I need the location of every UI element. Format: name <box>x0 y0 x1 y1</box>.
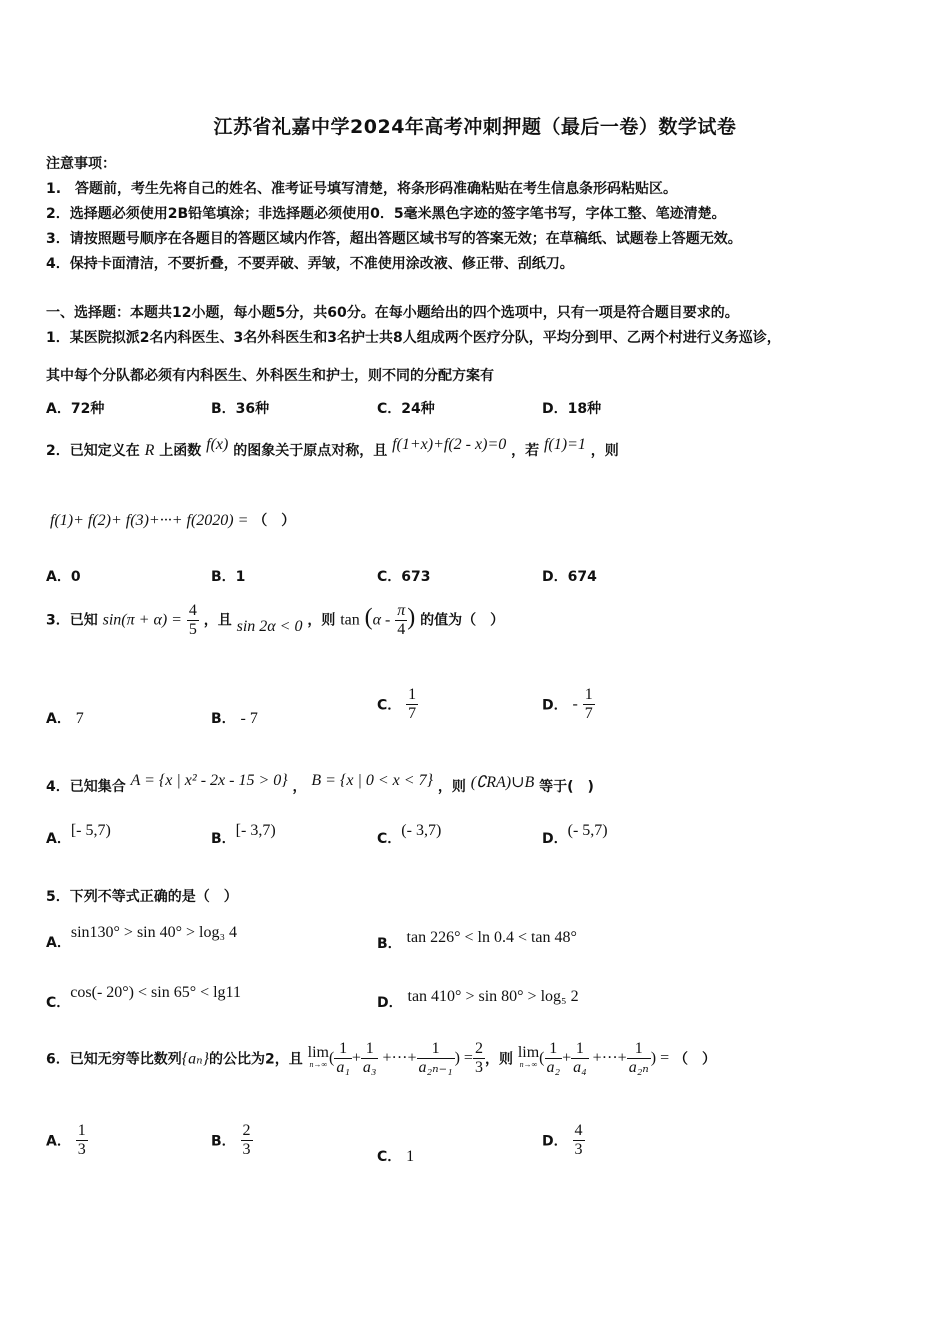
q2-text-2: 上函数 <box>159 443 202 459</box>
q4-option-b: B．[- 3,7) <box>211 822 276 847</box>
q1-option-a: A．72种 <box>46 401 105 417</box>
q6-two-thirds: $\frac{2}{3}$ <box>474 1040 483 1076</box>
q2-option-b: B．1 <box>211 569 246 585</box>
q2-sum-line <box>50 510 295 530</box>
q3-tan: tan <box>340 611 360 629</box>
q4-text-3: 等于( ) <box>539 779 594 795</box>
q2-text-3: 的图象关于原点对称，且 <box>233 443 388 459</box>
q6-text-2: 的公比为2，且 <box>209 1051 303 1068</box>
notice-item-3: 3．请按照题号顺序在各题目的答题区域内作答，超出答题区域书写的答案无效；在草稿纸、试题卷上答题无效。 <box>46 231 742 247</box>
q2-condition: f(1+x)+f(2 - x)=0 <box>392 436 507 453</box>
q5-option-d: D． tan 410° > sin 80° > log₅ 2 <box>377 988 579 1011</box>
q4-set-B: B = {x | 0 < x < 7} <box>311 772 433 789</box>
q4-set-A: A = {x | x² - 2x - 15 > 0} <box>130 772 288 789</box>
q5-option-a: A．sin130° > sin 40° > log₃ 4 <box>46 924 238 951</box>
q3-sin-expr: sin(π + α) = <box>102 611 182 629</box>
q2-paren: （ ） <box>253 513 296 529</box>
q6-text-1: 6．已知无穷等比数列 <box>46 1051 182 1068</box>
q5-option-b: B． tan 226° < ln 0.4 < tan 48° <box>377 929 577 952</box>
q4-expr: (∁RA)∪B <box>470 774 535 791</box>
q3-fraction: $\frac{4}{5}$ <box>188 602 197 638</box>
q4-text-2: ，则 <box>437 779 466 795</box>
q5-option-c: C．cos(- 20°) < sin 65° < lg11 <box>46 984 241 1011</box>
q2-R: R <box>144 442 155 459</box>
q6-lim-1: lim n→∞ <box>307 1043 329 1069</box>
q4-option-c: C．(- 3,7) <box>377 822 442 847</box>
notice-item-2: 2．选择题必须使用2B铅笔填涂；非选择题必须使用0．5毫米黑色字迹的签字笔书写，字体工整、笔迹清楚。 <box>46 206 726 222</box>
q4-stem: 4．已知集合 A = {x | x² - 2x - 15 > 0} ， B = {x | 0 < x < 7} ，则 (∁RA)∪B 等于( ) <box>46 772 594 795</box>
q3-option-a: A． 7 <box>46 710 84 727</box>
q2-fx: f(x) <box>206 436 229 453</box>
q6-sequence: {aₙ} <box>181 1050 210 1068</box>
notice-item-4: 4．保持卡面清洁，不要折叠，不要弄破、弄皱，不准使用涂改液、修正带、刮纸刀。 <box>46 256 574 272</box>
q4-option-d: D．(- 5,7) <box>542 822 608 847</box>
q6-option-a: A． $\frac{1}{3}$ <box>46 1122 86 1158</box>
q1-stem-line1: 1．某医院拟派2名内科医生、3名外科医生和3名护士共8人组成两个医疗分队，平均分到甲、乙两个村进行义务巡诊， <box>46 330 781 346</box>
q3-option-b: B． - 7 <box>211 710 258 727</box>
q3-option-c: C． $\frac{1}{7}$ <box>377 686 417 722</box>
q1-option-d: D．18种 <box>542 401 602 417</box>
q2-stem <box>46 436 619 460</box>
q3-pi-over-4: $\frac{\pi}{4}$ <box>397 602 406 638</box>
q2-option-c: C．673 <box>377 569 431 585</box>
q2-sum: f(1)+ f(2)+ f(3)+···+ f(2020) = <box>50 512 249 529</box>
section-heading: 一、选择题：本题共12小题，每小题5分，共60分。在每小题给出的四个选项中，只有一项是符合题目要求的。 <box>46 305 739 321</box>
q1-option-c: C．24种 <box>377 401 435 417</box>
q3-text-1: 3．已知 <box>46 612 98 629</box>
q3-stem: 3．已知 sin(π + α) = $\frac{4}{5}$ ，且 sin 2α < 0 ，则 tan (α - $\frac{\pi}{4}$ ) 的值为（ ） <box>46 602 505 638</box>
q2-option-d: D．674 <box>542 569 597 585</box>
q6-stem: 6．已知无穷等比数列{aₙ}的公比为2，且 lim n→∞ ( $\frac{1}{\text{a₁}}$ + $\frac{1}{\text{a₃}}$ +···+ $\frac{1}{\text{a₂ₙ₋₁}}$ ) = $\frac{2}{3}$ ，则 lim n→∞ ( $\frac{1}{\text{a₂}}$ + $\frac{1}{\text{a₄}}$ +···+ $\frac{1}{\text{a₂ₙ}}$ ) = （ ） <box>46 1040 716 1076</box>
q4-text-1: 4．已知集合 <box>46 779 126 795</box>
page-title: 江苏省礼嘉中学2024年高考冲刺押题（最后一卷）数学试卷 <box>213 116 737 138</box>
q6-text-3: ，则 <box>484 1051 513 1068</box>
q2-text-1: 2．已知定义在 <box>46 443 140 459</box>
notice-item-1: 1. 答题前，考生先将自己的姓名、准考证号填写清楚，将条形码准确粘贴在考生信息条形码粘贴区。 <box>46 181 678 197</box>
q3-text-3: ，则 <box>307 612 336 629</box>
q2-condition-2: f(1)=1 <box>543 436 586 453</box>
q4-option-a: A．[- 5,7) <box>46 822 111 847</box>
q6-option-c: C． 1 <box>377 1148 415 1165</box>
q2-text-5: ，则 <box>590 443 619 459</box>
q6-lim-2: lim n→∞ <box>517 1043 540 1069</box>
q1-stem-line2: 其中每个分队都必须有内科医生、外科医生和护士，则不同的分配方案有 <box>46 368 494 384</box>
q3-option-d: D． - $\frac{1}{7}$ <box>542 686 593 722</box>
q6-paren: （ ） <box>673 1051 716 1068</box>
q3-text-2: ，且 <box>203 612 232 629</box>
q2-option-a: A．0 <box>46 569 81 585</box>
q3-alpha: α - <box>372 611 391 629</box>
q6-option-b: B． $\frac{2}{3}$ <box>211 1122 251 1158</box>
q5-stem: 5．下列不等式正确的是（ ） <box>46 889 238 905</box>
q1-option-b: B．36种 <box>211 401 270 417</box>
q2-text-4: ，若 <box>511 443 540 459</box>
q3-text-4: 的值为（ ） <box>420 612 505 629</box>
q3-sin2a: sin 2α < 0 <box>236 617 303 635</box>
q6-option-d: D． $\frac{4}{3}$ <box>542 1122 583 1158</box>
notice-heading: 注意事项： <box>46 156 116 172</box>
